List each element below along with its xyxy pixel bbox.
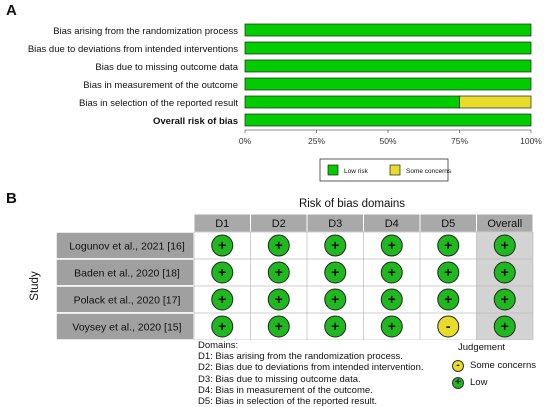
bar-some-concerns-5 xyxy=(460,96,532,108)
judgement-symbol-row3-d1: + xyxy=(218,291,227,307)
study-label-2: Baden et al., 2020 [18] xyxy=(74,267,180,280)
judgement-symbol-row2-d1: + xyxy=(218,264,227,280)
domains-legend xyxy=(198,340,424,407)
legend-label-low: Low risk xyxy=(344,168,368,175)
domains-legend-item-d3: D3: Bias due to missing outcome data. xyxy=(198,373,361,385)
column-header-label-d2: D2 xyxy=(271,218,286,230)
domains-legend-item-d4: D4: Bias in measurement of the outcome. xyxy=(198,384,373,396)
study-label-3: Polack et al., 2020 [17] xyxy=(73,294,181,307)
judgement-symbol-row4-d5: - xyxy=(445,318,451,334)
judgement-symbol-row4-d4: + xyxy=(387,318,396,334)
judgement-symbol-row1-d4: + xyxy=(387,237,396,253)
bar-low-6 xyxy=(245,114,531,126)
panel-b-label: B xyxy=(6,190,17,207)
domains-legend-item-d2: D2: Bias due to deviations from intended intervention. xyxy=(198,362,424,374)
domains-legend-item-d1: D1: Bias arising from the randomization process. xyxy=(198,351,403,363)
judgement-symbol-row3-overall: + xyxy=(500,291,509,307)
column-header-label-d4: D4 xyxy=(384,218,399,230)
column-header-label-d5: D5 xyxy=(441,218,456,230)
judgement-symbol-row1-d2: + xyxy=(274,237,283,253)
domain-label-2: Bias due to deviations from intended interventions xyxy=(27,44,238,55)
judgement-symbol-row1-d5: + xyxy=(444,237,453,253)
legend-swatch-low xyxy=(328,165,338,175)
x-tick-label-3: 75% xyxy=(450,136,469,146)
risk-of-bias-summary-chart xyxy=(0,0,550,190)
bar-low-1 xyxy=(245,24,531,36)
judgement-symbol-row1-overall: + xyxy=(500,237,509,253)
judgement-symbol-row3-d4: + xyxy=(387,291,396,307)
low-dot-icon: + xyxy=(452,377,464,389)
some-concerns-dot-icon: - xyxy=(452,360,464,372)
panel-a-label: A xyxy=(6,2,17,19)
column-header-label-overall: Overall xyxy=(487,218,523,230)
x-tick-label-2: 50% xyxy=(379,136,397,146)
judgement-symbol-row2-overall: + xyxy=(500,264,509,280)
column-header-label-d3: D3 xyxy=(328,218,343,230)
judgement-label-some-concerns: Some concerns xyxy=(470,360,537,371)
judgement-symbol-row4-d3: + xyxy=(331,318,340,334)
judgement-symbol-row1-d1: + xyxy=(218,237,227,253)
legend-swatch-some-concerns xyxy=(390,165,400,175)
domain-label-4: Bias in measurement of the outcome xyxy=(83,80,238,91)
x-tick-label-1: 25% xyxy=(307,136,326,146)
judgement-symbol-row4-d2: + xyxy=(274,318,283,334)
column-header-label-d1: D1 xyxy=(215,218,230,230)
study-label-1: Logunov et al., 2021 [16] xyxy=(69,240,185,253)
bar-low-4 xyxy=(245,78,531,90)
judgement-legend-low xyxy=(452,374,536,391)
domains-legend-item-d5: D5: Bias in selection of the reported result. xyxy=(198,396,378,407)
judgement-symbol-row2-d3: + xyxy=(331,264,340,280)
traffic-light-plot xyxy=(0,190,550,340)
domain-label-5: Bias in selection of the reported result xyxy=(79,98,238,109)
y-axis-label: Study xyxy=(29,271,41,301)
judgement-symbol-row3-d2: + xyxy=(274,291,283,307)
judgement-legend-title: Judgement xyxy=(458,342,506,353)
x-tick-label-0: 0% xyxy=(238,136,252,146)
domain-label-6: Overall risk of bias xyxy=(152,116,238,127)
judgement-symbol-row1-d3: + xyxy=(331,237,340,253)
judgement-legend-some-concerns xyxy=(452,357,536,374)
judgement-symbol-row3-d5: + xyxy=(444,291,453,307)
judgement-symbol-row3-d3: + xyxy=(331,291,340,307)
judgement-legend xyxy=(452,342,536,391)
study-label-4: Voysey et al., 2020 [15] xyxy=(72,321,182,334)
judgement-symbol-row2-d5: + xyxy=(444,264,453,280)
judgement-symbol-row4-d1: + xyxy=(218,318,227,334)
judgement-symbol-row4-overall: + xyxy=(500,318,509,334)
table-title: Risk of bias domains xyxy=(298,198,406,210)
legend-label-some-concerns: Some concerns xyxy=(406,168,452,175)
x-tick-label-4: 100% xyxy=(520,136,542,146)
judgement-label-low: Low xyxy=(470,377,488,388)
domain-label-1: Bias arising from the randomization process xyxy=(53,26,238,37)
bar-low-2 xyxy=(245,42,531,54)
judgement-symbol-row2-d4: + xyxy=(387,264,396,280)
domain-label-3: Bias due to missing outcome data xyxy=(95,62,238,73)
bar-low-5 xyxy=(245,96,460,108)
bar-low-3 xyxy=(245,60,531,72)
domains-legend-title: Domains: xyxy=(198,340,239,351)
judgement-symbol-row2-d2: + xyxy=(274,264,283,280)
